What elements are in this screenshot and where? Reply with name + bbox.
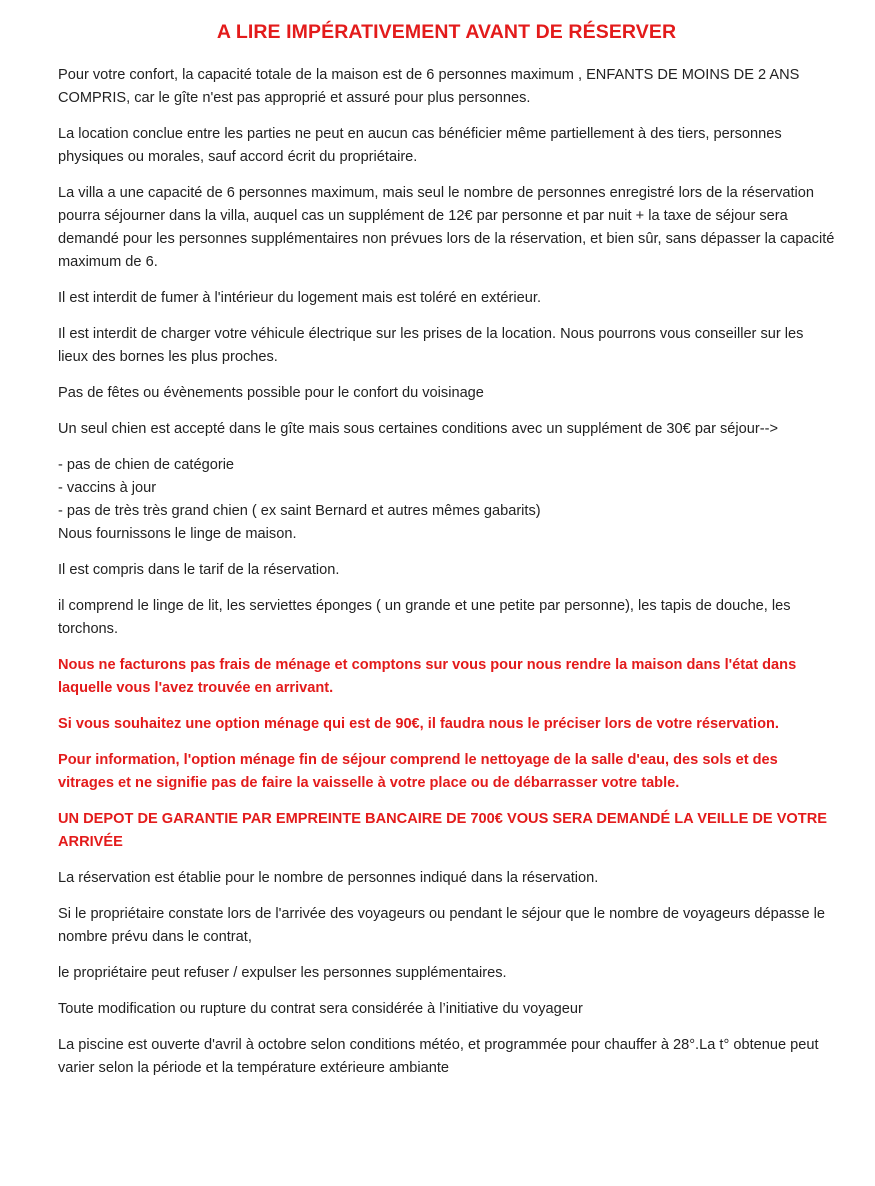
owner-check-paragraph: Si le propriétaire constate lors de l'arrivée des voyageurs ou pendant le séjour que le nombre de voyageurs dépasse le nombre prévu dans le contrat, bbox=[58, 906, 825, 945]
linen-included-paragraph: Il est compris dans le tarif de la réservation. bbox=[58, 562, 340, 578]
deposit-notice: UN DEPOT DE GARANTIE PAR EMPREINTE BANCAIRE DE 700€ VOUS SERA DEMANDÉ LA VEILLE DE VOTRE ARRIVÉE bbox=[58, 811, 827, 850]
list-item: - pas de très très grand chien ( ex saint Bernard et autres mêmes gabarits) bbox=[58, 503, 541, 519]
dog-paragraph: Un seul chien est accepté dans le gîte mais sous certaines conditions avec un supplément de 30€ par séjour--> bbox=[58, 421, 778, 437]
sublet-paragraph: La location conclue entre les parties ne peut en aucun cas bénéficier même partiellement à des tiers, personnes physiques ou morales, sauf accord écrit du propriétaire. bbox=[58, 126, 782, 165]
smoking-paragraph: Il est interdit de fumer à l'intérieur du logement mais est toléré en extérieur. bbox=[58, 290, 541, 306]
pool-paragraph: La piscine est ouverte d'avril à octobre selon conditions météo, et programmée pour chauffer à 28°.La t° obtenue peut varier selon la période et la température extérieure ambiante bbox=[58, 1037, 819, 1076]
linen-details-paragraph: il comprend le linge de lit, les serviettes éponges ( un grande et une petite par personne), les tapis de douche, les torchons. bbox=[58, 598, 791, 637]
parties-paragraph: Pas de fêtes ou évènements possible pour le confort du voisinage bbox=[58, 385, 484, 401]
linen-paragraph: Nous fournissons le linge de maison. bbox=[58, 526, 297, 542]
cleaning-scope-notice: Pour information, l'option ménage fin de séjour comprend le nettoyage de la salle d'eau, des sols et des vitrages et ne signifie pas de faire la vaisselle à votre place ou de débarrasser votre table. bbox=[58, 752, 778, 791]
ev-charging-paragraph: Il est interdit de charger votre véhicule électrique sur les prises de la location. Nous pourrons vous conseiller sur les lieux des bornes les plus proches. bbox=[58, 326, 804, 365]
dog-conditions-list bbox=[58, 454, 835, 523]
contract-change-paragraph: Toute modification ou rupture du contrat sera considérée à l’initiative du voyageur bbox=[58, 1001, 583, 1017]
list-item: - pas de chien de catégorie bbox=[58, 457, 235, 473]
cleaning-notice: Nous ne facturons pas frais de ménage et comptons sur vous pour nous rendre la maison dans l'état dans laquelle vous l'avez trouvée en arrivant. bbox=[58, 657, 797, 696]
expel-paragraph: le propriétaire peut refuser / expulser les personnes supplémentaires. bbox=[58, 965, 507, 981]
list-item: - vaccins à jour bbox=[58, 480, 157, 496]
booking-count-paragraph: La réservation est établie pour le nombre de personnes indiqué dans la réservation. bbox=[58, 870, 599, 886]
cleaning-option-notice: Si vous souhaitez une option ménage qui est de 90€, il faudra nous le préciser lors de votre réservation. bbox=[58, 716, 779, 732]
capacity-paragraph: Pour votre confort, la capacité totale de la maison est de 6 personnes maximum , ENFANTS DE MOINS DE 2 ANS COMPRIS, car le gîte n'est pas approprié et assuré pour plus personnes. bbox=[58, 67, 800, 106]
extra-guests-paragraph: La villa a une capacité de 6 personnes maximum, mais seul le nombre de personnes enregistré lors de la réservation pourra séjourner dans la villa, auquel cas un supplément de 12€ par personne et par nuit + la taxe de séjour sera demandé pour les personnes supplémentaires non prévues lors de la réservation, et bien sûr, sans dépasser la capacité maximum de 6. bbox=[58, 185, 835, 270]
page-title: A LIRE IMPÉRATIVEMENT AVANT DE RÉSERVER bbox=[216, 21, 677, 43]
